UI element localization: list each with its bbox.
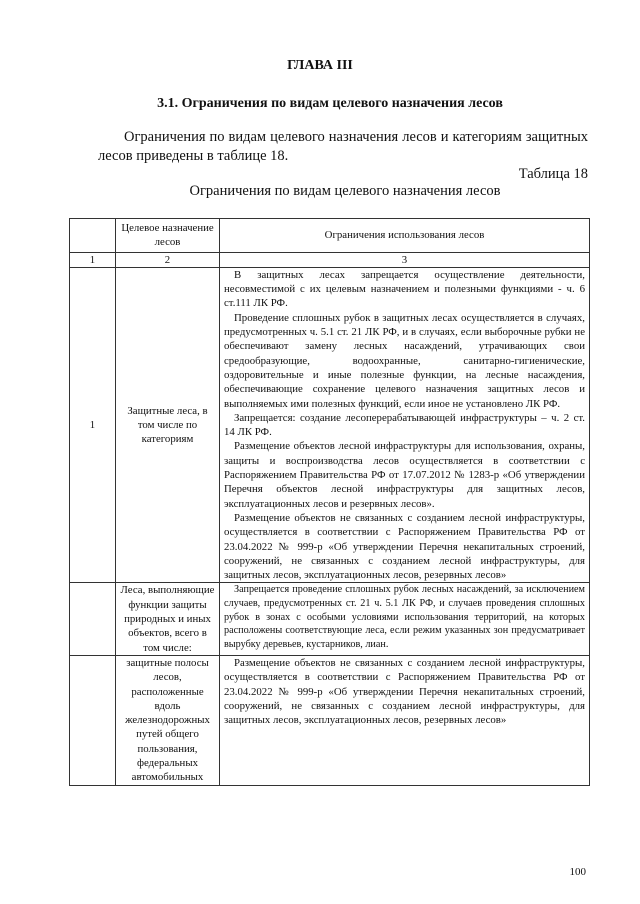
restriction-paragraph: В защитных лесах запрещается осуществление деятельности, несовместимой с их целевым назначением и полезными функциями - ч. 6 ст.111 ЛК РФ. xyxy=(224,268,585,310)
table-caption: Ограничения по видам целевого назначения лесов xyxy=(189,183,501,199)
table-row xyxy=(70,267,590,583)
header-purpose: Целевое назначение лесов xyxy=(116,219,220,253)
restriction-paragraph: Размещение объектов не связанных с созданием лесной инфраструктуры, осуществляется в соответствии с Распоряжением Правительства РФ от 23.04.2022 № 999-р «Об утверждении Перечня некапитальных строений, сооружений, не связанных с созданием лесной инфраструктуры, для защитных лесов, эксплуатационных лесов, резервных лесов» xyxy=(224,656,585,727)
column-number: 1 xyxy=(70,252,116,267)
chapter-heading: ГЛАВА III xyxy=(287,58,353,73)
section-title: 3.1. Ограничения по видам целевого назначения лесов xyxy=(157,96,503,111)
row-category: Защитные леса, в том числе по категориям xyxy=(116,267,220,583)
header-restrictions: Ограничения использования лесов xyxy=(220,219,590,253)
restriction-paragraph: Размещение объектов не связанных с созданием лесной инфраструктуры, осуществляется в соответствии с Распоряжением Правительства РФ от 23.04.2022 № 999-р «Об утверждении Перечня некапитальных строений, сооружений, не связанных с созданием лесной инфраструктуры, для защитных лесов, эксплуатационных лесов, резервных лесов» xyxy=(224,511,585,582)
table-row xyxy=(70,583,590,655)
row-restrictions xyxy=(220,267,590,583)
page-number: 100 xyxy=(569,866,586,878)
column-number: 3 xyxy=(220,252,590,267)
table-header-row xyxy=(70,219,590,253)
row-category: защитные полосы лесов, расположенные вдоль железнодорожных путей общего пользования, федеральных автомобильных xyxy=(116,655,220,785)
row-restrictions xyxy=(220,655,590,785)
header-num xyxy=(70,219,116,253)
table-row xyxy=(70,655,590,785)
row-number: 1 xyxy=(70,267,116,583)
table-number: Таблица 18 xyxy=(518,166,588,182)
restriction-paragraph: Запрещается проведение сплошных рубок лесных насаждений, за исключением случаев, предусмотренных ст. 21 ч. 5.1 ЛК РФ, и случаев проведения сплошных рубок в зонах с особыми условиями использования территорий, на которых расположены соответствующие леса, если режим указанных зон предусматривает вырубку деревьев, кустарников, лиан. xyxy=(224,584,585,650)
row-restrictions xyxy=(220,583,590,655)
restriction-paragraph: Запрещается: создание лесоперерабатывающей инфраструктуры – ч. 2 ст. 14 ЛК РФ. xyxy=(224,411,585,439)
row-number xyxy=(70,655,116,785)
column-number-row xyxy=(70,252,590,267)
restriction-paragraph: Размещение объектов лесной инфраструктуры для использования, охраны, защиты и воспроизводства лесов осуществляется в соответствии с Распоряжением Правительства РФ от 17.07.2012 № 1283-р «Об утверждении Перечня объектов лесной инфраструктуры для защитных лесов, эксплуатационных лесов и резервных лесов». xyxy=(224,440,585,510)
row-number xyxy=(70,583,116,655)
restrictions-table xyxy=(69,218,590,786)
row-category: Леса, выполняющие функции защиты природных и иных объектов, всего в том числе: xyxy=(116,583,220,655)
intro-paragraph: Ограничения по видам целевого назначения лесов и категориям защитных лесов приведены в таблице 18. xyxy=(98,129,588,164)
restriction-paragraph: Проведение сплошных рубок в защитных лесах осуществляется в случаях, предусмотренных ч. 5.1 ст. 21 ЛК РФ, и в случаях, если выборочные рубки не обеспечивают замену лесных насаждений, утрачивающих свои средообразующие, водоохранные, санитарно-гигиенические, оздоровительные и иные полезные функции, на лесные насаждения, обеспечивающие сохранение целевого назначения защитных лесов и выполняемых ими полезных функций, если иное не установлено ЛК РФ. xyxy=(224,311,585,410)
column-number: 2 xyxy=(116,252,220,267)
